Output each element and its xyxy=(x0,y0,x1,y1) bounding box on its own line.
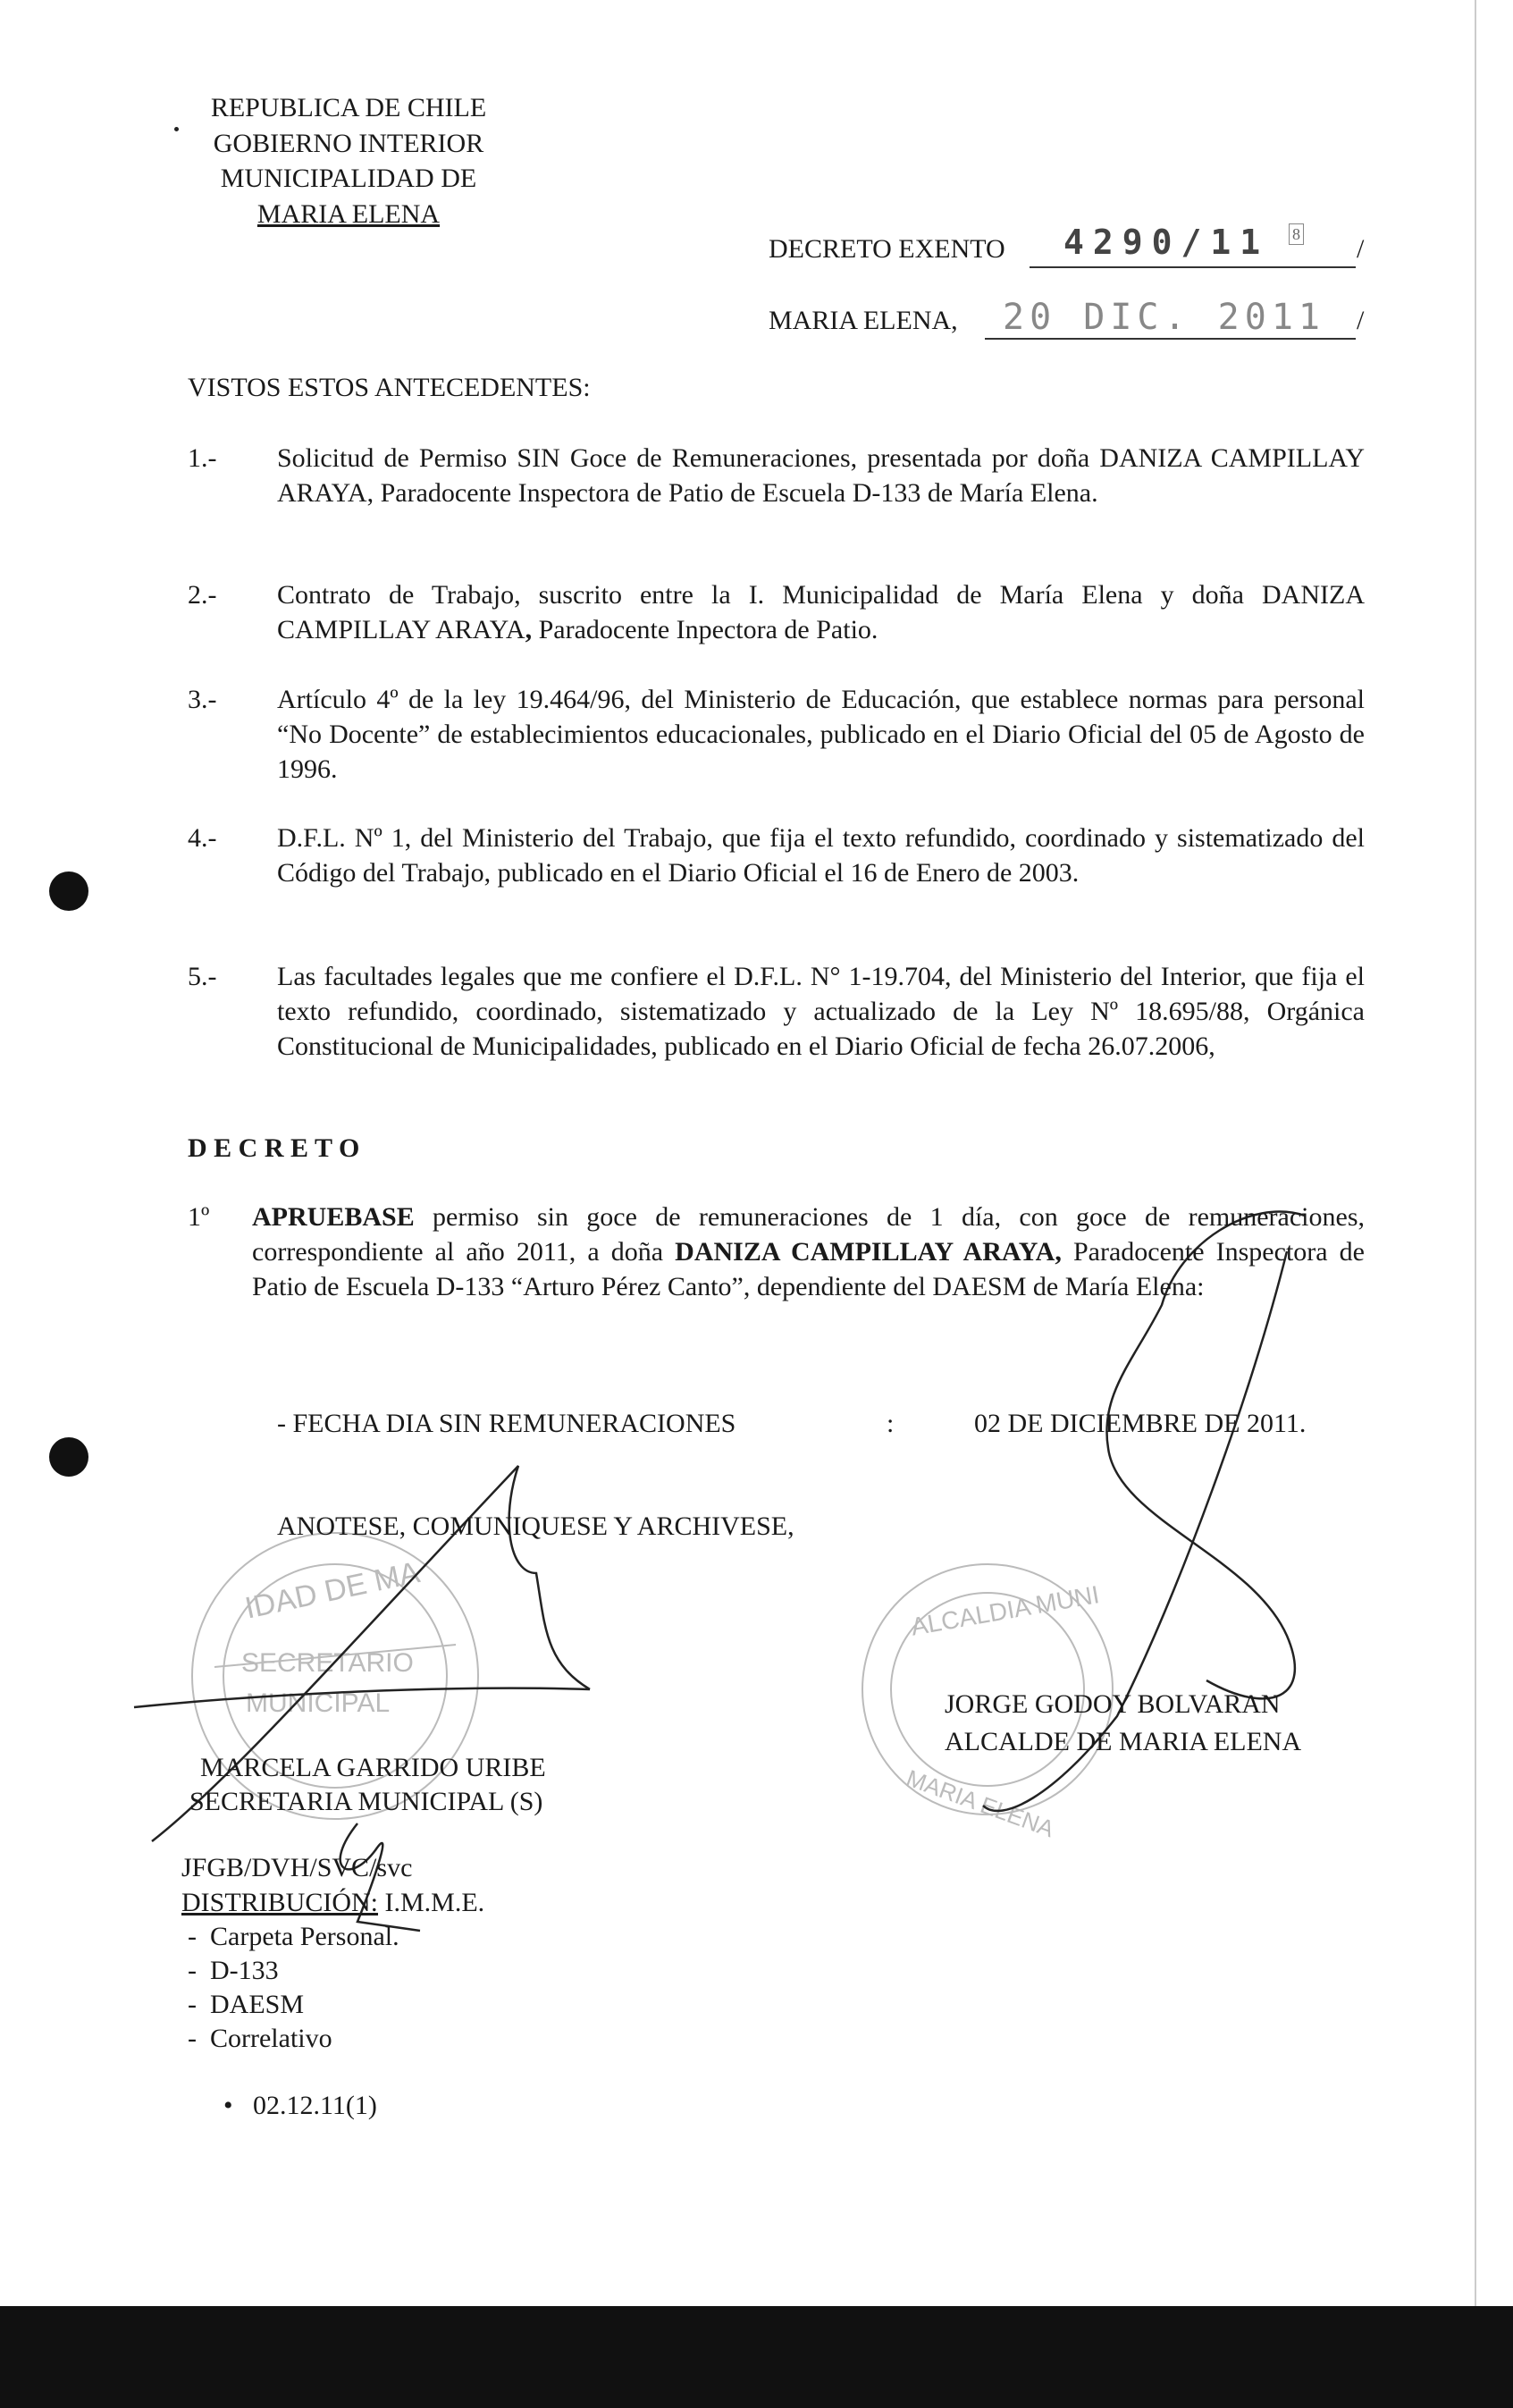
scan-edge xyxy=(0,2306,1513,2408)
item-number: 3.- xyxy=(188,685,217,714)
closing-formula: ANOTESE, COMUNIQUESE Y ARCHIVESE, xyxy=(277,1511,794,1541)
item-text: Solicitud de Permiso SIN Goce de Remuneraciones, presentada por doña DANIZA CAMPILLAY ARAYA, Paradocente Inspectora de Patio de Escuela D-133 de María Elena. xyxy=(277,443,1365,508)
slash: / xyxy=(1357,306,1365,335)
mayor-name: JORGE GODOY BOLVARAN xyxy=(945,1689,1281,1719)
list-item: - DAESM xyxy=(188,1990,305,2019)
decree-number: 4290/11 xyxy=(1063,223,1270,262)
distribution-list xyxy=(188,1919,399,2055)
secretary-title: SECRETARIA MUNICIPAL (S) xyxy=(189,1787,543,1816)
item-number: 5.- xyxy=(188,962,217,991)
article-number: 1º xyxy=(188,1202,210,1232)
decreto-title: D E C R E T O xyxy=(188,1133,360,1163)
punch-hole xyxy=(49,1437,88,1477)
item-number: 2.- xyxy=(188,580,217,610)
decree-label: DECRETO EXENTO xyxy=(769,234,1005,264)
bullet-icon: • xyxy=(223,2091,233,2120)
reference: • 02.12.11(1) xyxy=(223,2091,377,2120)
header-city: MARIA ELENA xyxy=(256,199,441,229)
list-item: - Carpeta Personal. xyxy=(188,1922,399,1951)
fecha-label: - FECHA DIA SIN REMUNERACIONES xyxy=(277,1409,736,1438)
decree-number-field xyxy=(1030,223,1356,268)
slash: / xyxy=(1357,234,1365,264)
header-municipality: MUNICIPALIDAD DE xyxy=(220,164,477,193)
svg-text:MUNICIPAL: MUNICIPAL xyxy=(246,1688,391,1718)
decree-date: 20 DIC. 2011 xyxy=(1003,297,1325,338)
list-item: - Correlativo xyxy=(188,2024,332,2053)
item-text: Artículo 4º de la ley 19.464/96, del Ministerio de Educación, que establece normas para personal “No Docente” de establecimientos educacionales, publicado en el Diario Oficial del 05 de Agosto de 1996. xyxy=(277,685,1365,784)
fecha-separator: : xyxy=(887,1409,895,1438)
svg-text:SECRETARIO: SECRETARIO xyxy=(241,1648,414,1678)
vistos-title: VISTOS ESTOS ANTECEDENTES: xyxy=(188,373,591,402)
distribution-heading: DISTRIBUCIÓN: I.M.M.E. xyxy=(181,1888,485,1917)
svg-text:ALCALDIA MUNI: ALCALDIA MUNI xyxy=(908,1580,1102,1641)
article-text: APRUEBASE permiso sin goce de remuneraciones de 1 día, con goce de remuneraciones, correspondiente al año 2011, a doña DANIZA CAMPILLAY ARAYA, Paradocente Inspectora de Patio de Escuela D-133 “Arturo Pérez Canto”, dependiente del DAESM de María Elena: xyxy=(252,1202,1365,1301)
header-government: GOBIERNO INTERIOR xyxy=(213,129,484,158)
item-text: Las facultades legales que me confiere el D.F.L. N° 1-19.704, del Ministerio del Interior, que fija el texto refundido, coordinado, sistematizado y actualizado de la Ley Nº 18.695/88, Orgánica Constitucional de Municipalidades, publicado en el Diario Oficial de fecha 26.07.2006, xyxy=(277,962,1365,1061)
scan-edge-line xyxy=(1475,0,1476,2306)
header-republic: REPUBLICA DE CHILE xyxy=(210,93,487,122)
item-text: Contrato de Trabajo, suscrito entre la I. Municipalidad de María Elena y doña DANIZA CAMPILLAY ARAYA, Paradocente Inpectora de Patio. xyxy=(277,580,1365,644)
punch-hole xyxy=(49,871,88,911)
list-item: - D-133 xyxy=(188,1956,279,1985)
item-text: D.F.L. Nº 1, del Ministerio del Trabajo, que fija el texto refundido, coordinado y sistematizado del Código del Trabajo, publicado en el Diario Oficial el 16 de Enero de 2003. xyxy=(277,823,1365,888)
scan-speck xyxy=(174,127,179,131)
svg-text:IDAD DE MA: IDAD DE MA xyxy=(241,1555,423,1626)
fecha-value: 02 DE DICIEMBRE DE 2011. xyxy=(974,1409,1307,1438)
place-label: MARIA ELENA, xyxy=(769,306,958,335)
svg-text:MARIA ELENA: MARIA ELENA xyxy=(903,1764,1058,1843)
stamp-digit: 8 xyxy=(1289,223,1304,245)
secretary-name: MARCELA GARRIDO URIBE xyxy=(200,1753,546,1782)
initials: JFGB/DVH/SVC/svc xyxy=(181,1853,413,1882)
item-number: 4.- xyxy=(188,823,217,853)
decree-date-field xyxy=(985,297,1356,340)
item-number: 1.- xyxy=(188,443,217,473)
mayor-title: ALCALDE DE MARIA ELENA xyxy=(945,1727,1302,1756)
